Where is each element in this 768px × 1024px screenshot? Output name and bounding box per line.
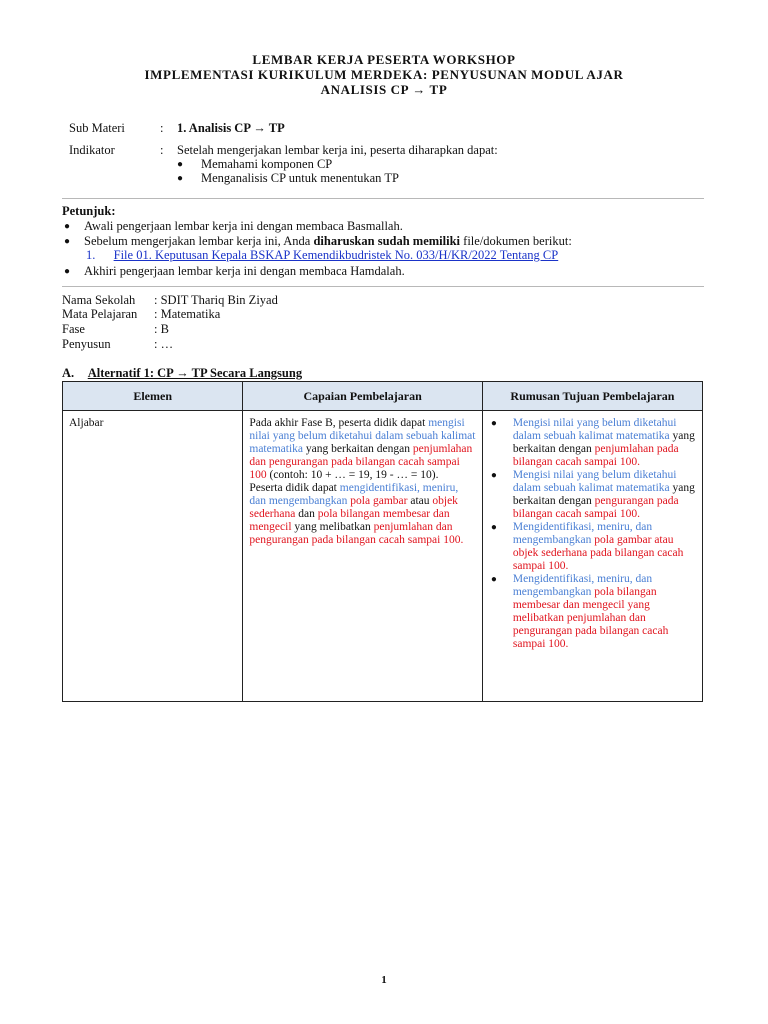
- petunjuk-item2-post: file/dokumen berikut:: [460, 234, 572, 248]
- cp-text: yang melibatkan: [291, 521, 374, 533]
- info-label: Fase: [62, 322, 85, 336]
- tp-text-blue: Mengisi nilai yang belum diketahui dalam sebuah kalimat matematika: [512, 469, 677, 494]
- tp-list: [489, 417, 696, 651]
- cp-text-blue: mengisi nilai yang belum diketahui dalam sebuah kalimat matematika: [249, 417, 476, 455]
- bullet-icon: ●: [64, 236, 71, 247]
- cp-tp-table: [62, 381, 703, 702]
- file-number: 1.: [86, 248, 96, 262]
- info-value: : Matematika: [154, 307, 221, 321]
- petunjuk-item-text: [84, 234, 572, 249]
- list-item: [489, 417, 696, 469]
- bullet-icon: ●: [490, 522, 497, 533]
- doc-title-line3: ANALISIS CP → TP: [320, 82, 448, 97]
- sub-materi-colon: :: [160, 121, 164, 135]
- cp-text: yang berkaitan dengan: [303, 443, 413, 455]
- list-item: [489, 469, 696, 521]
- bullet-icon: ●: [490, 418, 497, 429]
- section-letter: A.: [62, 366, 75, 380]
- cell-cp: [243, 411, 482, 702]
- bullet-icon: ●: [64, 266, 71, 277]
- section-title-text: Alternatif 1: CP → TP Secara Langsung: [87, 366, 303, 380]
- indikator-value: Setelah mengerjakan lembar kerja ini, peserta diharapkan dapat:: [177, 143, 498, 157]
- cp-text-red: penjumlahan dan pengurangan pada bilangan cacah sampai 100.: [249, 521, 464, 546]
- petunjuk-item-text: Akhiri pengerjaan lembar kerja ini dengan membaca Hamdalah.: [84, 264, 405, 278]
- tp-text-blue: Mengisi nilai yang belum diketahui dalam sebuah kalimat matematika: [512, 417, 677, 442]
- cp-text: Peserta didik dapat: [249, 482, 340, 494]
- list-item: [489, 521, 696, 573]
- petunjuk-title: Petunjuk:: [62, 204, 116, 218]
- tp-text-red: pola gambar atau objek sederhana pada bilangan cacah sampai 100.: [512, 534, 684, 572]
- column-header-cp: Capaian Pembelajaran: [243, 382, 482, 411]
- cp-text-blue: mengidentifikasi, meniru, dan mengembangkan: [249, 482, 459, 507]
- tp-text-red: pengurangan pada bilangan cacah sampai 100.: [512, 495, 679, 520]
- cp-text-red: pola gambar: [350, 495, 408, 507]
- cp-text-red: objek sederhana: [249, 495, 458, 520]
- bullet-icon: ●: [490, 574, 497, 585]
- doc-title-line2: IMPLEMENTASI KURIKULUM MERDEKA: PENYUSUNAN MODUL AJAR: [144, 67, 624, 82]
- cp-text: Pada akhir Fase B, peserta didik dapat: [249, 417, 429, 429]
- petunjuk-item-text: Awali pengerjaan lembar kerja ini dengan membaca Basmallah.: [84, 219, 403, 233]
- tp-text-red: pola bilangan membesar dan mengecil yang melibatkan penjumlahan dan pengurangan pada bilangan cacah sampai 100.: [512, 586, 669, 650]
- info-value: : B: [154, 322, 169, 336]
- cp-paragraph-2: [249, 482, 475, 547]
- doc-title-line1: LEMBAR KERJA PESERTA WORKSHOP: [252, 52, 516, 67]
- cp-text-red: penjumlahan dan pengurangan pada bilangan cacah sampai 100: [249, 443, 473, 481]
- bullet-icon: ●: [64, 221, 71, 232]
- divider: [62, 286, 704, 287]
- list-item: [489, 573, 696, 651]
- cp-paragraph-1: [249, 417, 475, 482]
- info-value: : SDIT Thariq Bin Ziyad: [154, 293, 278, 307]
- cp-text: dan: [295, 508, 318, 520]
- cp-text-red: pola bilangan membesar dan mengecil: [249, 508, 450, 533]
- info-value: : …: [154, 337, 174, 351]
- indikator-item-text: Menganalisis CP untuk menentukan TP: [201, 171, 399, 185]
- file-link-row: [86, 248, 558, 263]
- file-link[interactable]: File 01. Keputusan Kepala BSKAP Kemendikbudristek No. 033/H/KR/2022 Tentang CP: [113, 248, 559, 262]
- page-number: 1: [381, 974, 387, 986]
- bullet-icon: ●: [177, 173, 184, 184]
- cp-text: (contoh: 10 + … = 19, 19 - … = 10).: [266, 469, 439, 481]
- info-label: Nama Sekolah: [62, 293, 136, 307]
- petunjuk-item2-pre: Sebelum mengerjakan lembar kerja ini, Anda: [84, 234, 314, 248]
- cell-tp: [482, 411, 702, 702]
- indikator-colon: :: [160, 143, 164, 157]
- table-header-row: [63, 382, 703, 411]
- indikator-label: Indikator: [69, 143, 115, 157]
- bullet-icon: ●: [177, 159, 184, 170]
- tp-text: yang berkaitan dengan: [512, 430, 695, 455]
- bullet-icon: ●: [490, 470, 497, 481]
- column-header-tp: Rumusan Tujuan Pembelajaran: [482, 382, 702, 411]
- petunjuk-item2-bold: diharuskan sudah memiliki: [313, 234, 461, 248]
- table-row: [63, 411, 703, 702]
- info-label: Mata Pelajaran: [62, 307, 138, 321]
- tp-text-red: penjumlahan pada bilangan cacah sampai 100.: [512, 443, 679, 468]
- tp-text-blue: Mengidentifikasi, meniru, dan mengembangkan: [512, 521, 653, 546]
- sub-materi-label: Sub Materi: [69, 121, 125, 135]
- divider: [62, 198, 704, 199]
- tp-text: yang berkaitan dengan: [512, 482, 695, 507]
- cell-elemen: Aljabar: [63, 411, 243, 702]
- sub-materi-value: 1. Analisis CP → TP: [177, 121, 285, 135]
- tp-text-blue: Mengidentifikasi, meniru, dan mengembangkan: [512, 573, 653, 598]
- cp-text: atau: [407, 495, 433, 507]
- section-title: [62, 366, 302, 381]
- column-header-elemen: Elemen: [63, 382, 243, 411]
- indikator-item-text: Memahami komponen CP: [201, 157, 333, 171]
- info-label: Penyusun: [62, 337, 111, 351]
